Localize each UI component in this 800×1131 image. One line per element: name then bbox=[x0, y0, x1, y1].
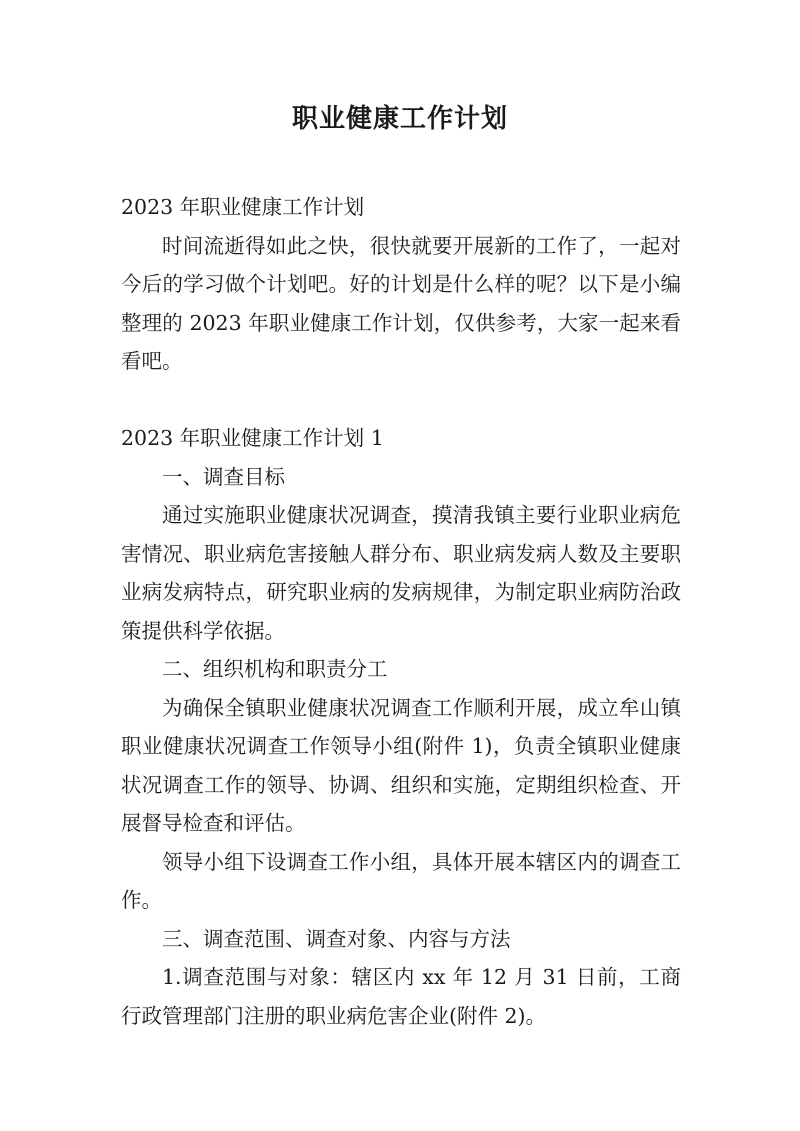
paragraph-working-group: 领导小组下设调查工作小组，具体开展本辖区内的调查工作。 bbox=[121, 849, 681, 912]
heading-scope: 三、调查范围、调查对象、内容与方法 bbox=[162, 926, 511, 951]
document-title: 职业健康工作计划 bbox=[291, 104, 508, 134]
section-title: 2023 年职业健康工作计划 1 bbox=[121, 426, 384, 450]
heading-organization: 二、组织机构和职责分工 bbox=[162, 657, 388, 681]
document-body bbox=[121, 188, 681, 1035]
heading-survey-goal: 一、调查目标 bbox=[162, 464, 285, 489]
paragraph-organization: 为确保全镇职业健康状况调查工作顺利开展，成立牟山镇职业健康状况调查工作领导小组(附件 1)，负责全镇职业健康状况调查工作的领导、协调、组织和实施，定期组织检查、开展督导检查和评估。 bbox=[121, 695, 681, 835]
paragraph-survey-goal: 通过实施职业健康状况调查，摸清我镇主要行业职业病危害情况、职业病危害接触人群分布、职业病发病人数及主要职业病发病特点，研究职业病的发病规律，为制定职业病防治政策提供科学依据。 bbox=[121, 503, 681, 643]
paragraph-scope: 1.调查范围与对象：辖区内 xx 年 12 月 31 日前，工商行政管理部门注册的职业病危害企业(附件 2)。 bbox=[121, 965, 681, 1028]
plan-heading: 2023 年职业健康工作计划 bbox=[121, 195, 365, 219]
paragraph-spacer bbox=[121, 381, 681, 420]
intro-paragraph: 时间流逝得如此之快，很快就要开展新的工作了，一起对今后的学习做个计划吧。好的计划是什么样的呢？以下是小编整理的 2023 年职业健康工作计划，仅供参考，大家一起来看看吧。 bbox=[121, 233, 681, 373]
